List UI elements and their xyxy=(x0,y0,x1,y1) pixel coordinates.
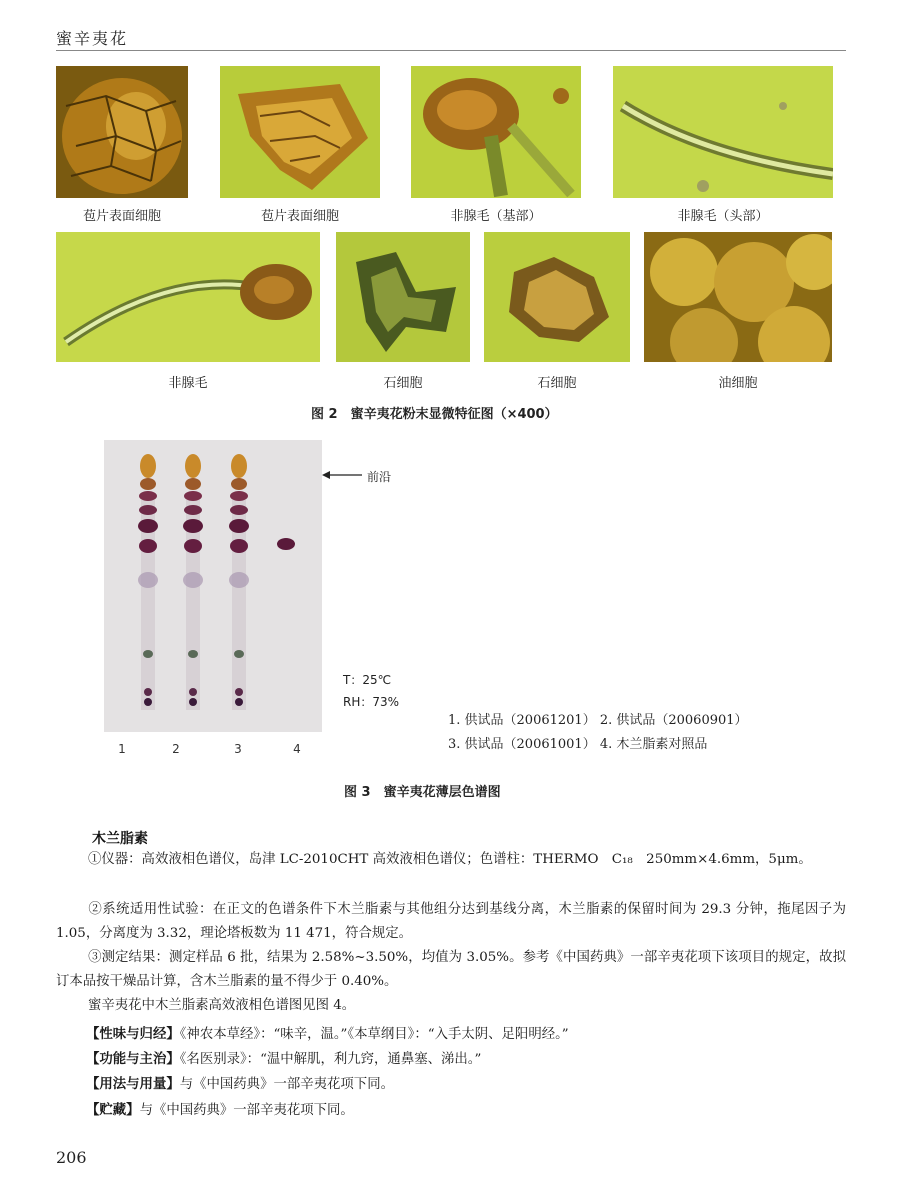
tlc-lane-4-reference-spot xyxy=(277,538,295,550)
caption-trichome-base: 非腺毛（基部） xyxy=(450,209,542,224)
entry-storage-label: 【贮藏】 xyxy=(86,1103,140,1118)
lane-label-2: 2 xyxy=(172,742,180,756)
micrograph-bract-surface-1 xyxy=(56,66,188,198)
entry-function-indication-label: 【功能与主治】 xyxy=(86,1052,180,1067)
entry-taste-meridian-text: 《神农本草经》：“味辛，温。”《本草纲目》：“入手太阴、足阳明经。” xyxy=(179,1027,569,1042)
figure3-title: 图 3 蜜辛夷花薄层色谱图 xyxy=(344,785,501,800)
entry-usage-dosage-text: 与《中国药典》一部辛夷花项下同。 xyxy=(179,1077,394,1092)
lane-label-3: 3 xyxy=(234,742,242,756)
figure2-title: 图 2 蜜辛夷花粉末显微特征图（×400） xyxy=(311,407,558,422)
caption-bract-surface-1: 苞片表面细胞 xyxy=(82,209,161,224)
paragraph-results xyxy=(56,946,846,994)
entry-taste-meridian-label: 【性味与归经】 xyxy=(86,1027,180,1042)
caption-oil-cell: 油细胞 xyxy=(718,376,758,391)
entry-storage xyxy=(86,1099,354,1118)
header-divider xyxy=(56,50,846,51)
lane-label-1: 1 xyxy=(118,742,126,756)
micrograph-oil-cell xyxy=(644,232,832,362)
solvent-front-label: 前沿 xyxy=(367,470,392,484)
micrograph-stone-cell-2 xyxy=(484,232,630,362)
tlc-legend-line-1: 1. 供试品（20061201） 2. 供试品（20060901） xyxy=(448,713,748,728)
humidity-label: RH：73% xyxy=(343,695,400,709)
entry-function-indication xyxy=(86,1048,481,1067)
tlc-plate xyxy=(104,440,322,732)
entry-usage-dosage-label: 【用法与用量】 xyxy=(86,1077,180,1092)
paragraph-instrument xyxy=(56,848,846,872)
caption-stone-cell-2: 石细胞 xyxy=(537,376,577,391)
lane-label-4: 4 xyxy=(293,742,301,756)
running-header-title: 蜜辛夷花 xyxy=(56,29,129,48)
tlc-lane-3-spots xyxy=(229,454,249,710)
entry-function-indication-text: 《名医别录》：“温中解肌，利九窍，通鼻塞、涕出。” xyxy=(179,1052,482,1067)
paragraph-figure-reference xyxy=(56,994,846,1018)
tlc-lane-1-spots xyxy=(138,454,158,710)
tlc-legend-line-2: 3. 供试品（20061001） 4. 木兰脂素对照品 xyxy=(448,737,708,752)
entry-storage-text: 与《中国药典》一部辛夷花项下同。 xyxy=(139,1103,354,1118)
caption-trichome: 非腺毛 xyxy=(168,376,208,391)
solvent-front-arrow xyxy=(322,469,364,481)
tlc-lane-2-spots xyxy=(183,454,203,710)
section-heading: 木兰脂素 xyxy=(92,831,148,847)
caption-bract-surface-2: 苞片表面细胞 xyxy=(260,209,339,224)
entry-taste-meridian xyxy=(86,1023,569,1042)
micrograph-trichome xyxy=(56,232,320,362)
page-number: 206 xyxy=(56,1148,87,1167)
paragraph-results-text: ③测定结果：测定样品 6 批，结果为 2.58%~3.50%，均值为 3.05%。参考《中国药典》一部辛夷花项下该项目的规定，故拟订本品按干燥品计算，含木兰脂素的量不得少于 0.40%。 xyxy=(56,950,846,989)
temperature-label: T：25℃ xyxy=(343,673,392,687)
micrograph-bract-surface-2 xyxy=(220,66,380,198)
entry-usage-dosage xyxy=(86,1073,394,1092)
paragraph-instrument-text: ①仪器：高效液相色谱仪，岛津 LC-2010CHT 高效液相色谱仪；色谱柱：THERMO C₁₈ 250mm×4.6mm，5μm。 xyxy=(88,852,812,867)
paragraph-system-suitability-text: ②系统适用性试验：在正文的色谱条件下木兰脂素与其他组分达到基线分离，木兰脂素的保留时间为 29.3 分钟，拖尾因子为 1.05，分离度为 3.32，理论塔板数为 11 471，符合规定。 xyxy=(56,902,846,941)
paragraph-figure-reference-text: 蜜辛夷花中木兰脂素高效液相色谱图见图 4。 xyxy=(88,998,356,1013)
micrograph-stone-cell-1 xyxy=(336,232,470,362)
paragraph-system-suitability xyxy=(56,898,846,946)
micrograph-trichome-base xyxy=(411,66,581,198)
caption-stone-cell-1: 石细胞 xyxy=(383,376,423,391)
micrograph-trichome-tip xyxy=(613,66,833,198)
caption-trichome-tip: 非腺毛（头部） xyxy=(677,209,769,224)
